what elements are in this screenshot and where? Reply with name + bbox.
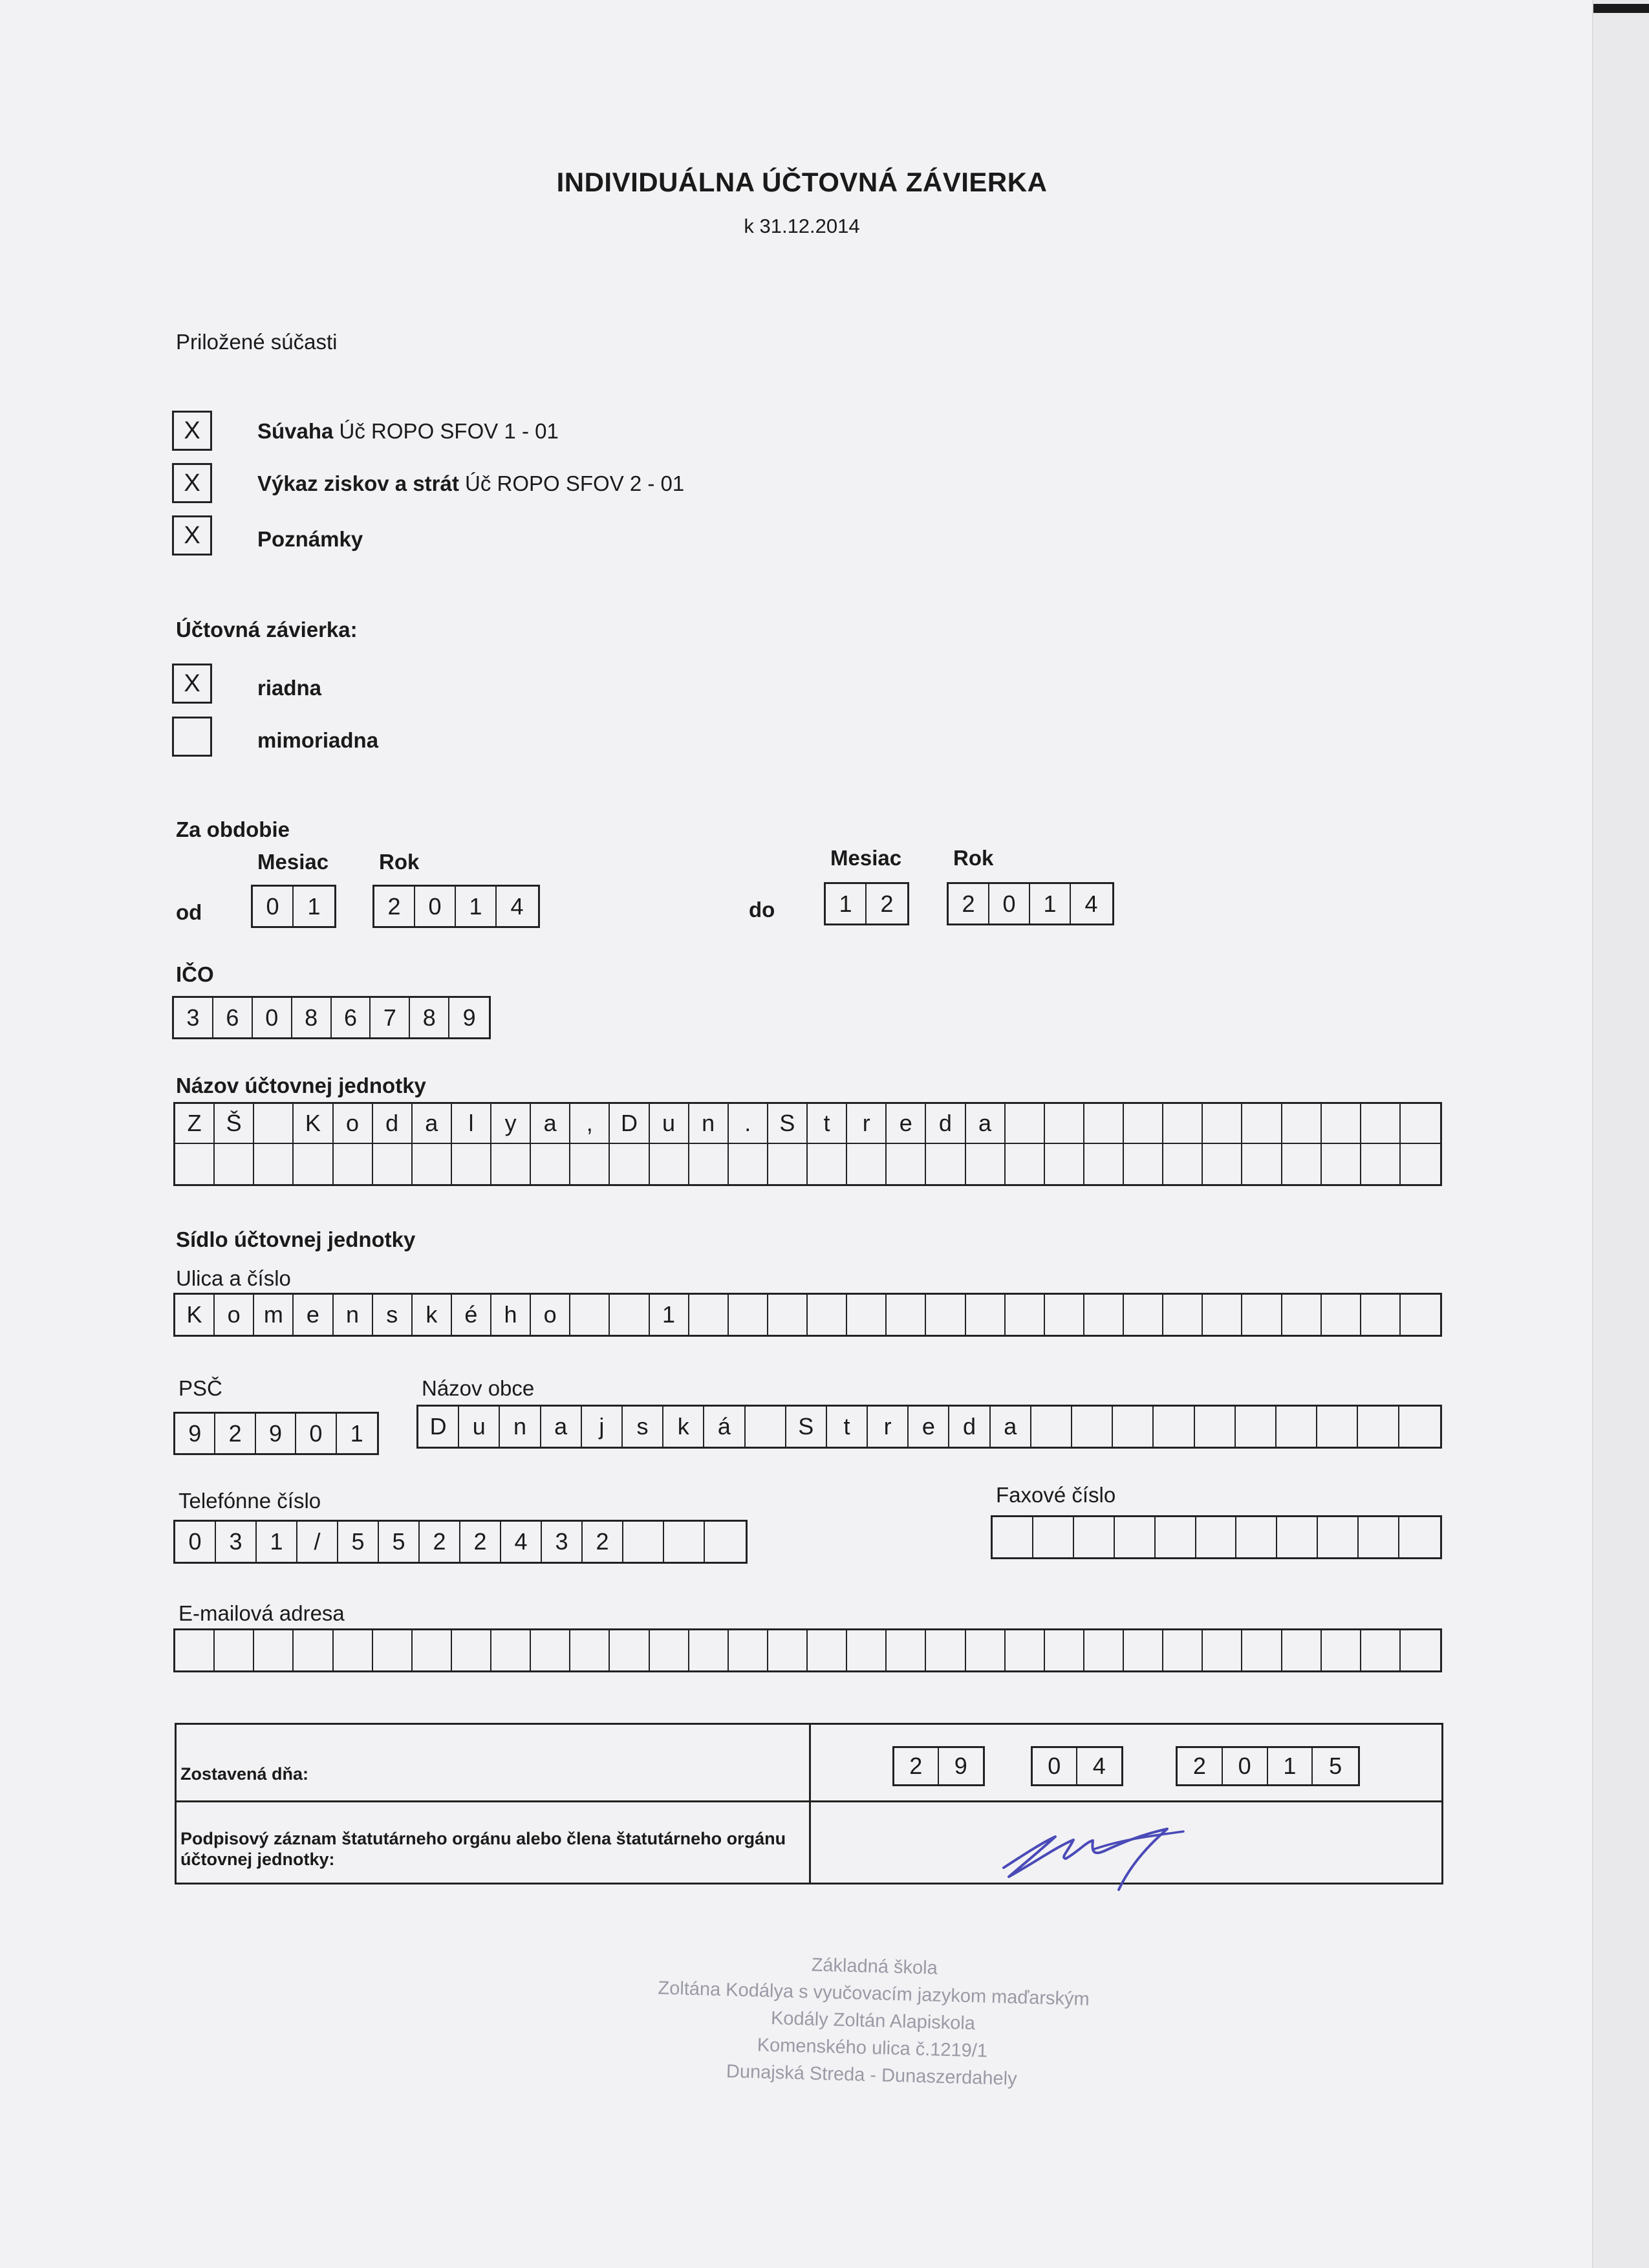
char-cell [610,1144,649,1184]
digit-cell: 5 [1329,1753,1342,1779]
char-cell [1163,1144,1203,1184]
stamp-line: Komenského ulica č.1219/1 [757,2035,988,2062]
form-date: k 31.12.2014 [744,215,860,237]
digit-cell: 0 [989,884,1030,923]
char-cell [729,1144,768,1184]
form-title: INDIVIDUÁLNA ÚČTOVNÁ ZÁVIERKA [556,167,1048,197]
char-cell [1322,1144,1361,1184]
char-cell [993,1517,1033,1557]
handwritten-signature [996,1817,1190,1895]
page-edge [1592,0,1649,2268]
char-cell [610,1295,649,1335]
char-cell [768,1144,808,1184]
char-cell: / [297,1522,338,1562]
char-cell [729,1630,768,1670]
char-cell [1124,1295,1163,1335]
city-label: Názov obce [422,1376,535,1400]
attachment-vykaz-bold: Výkaz ziskov a strát [257,471,459,495]
char-cell: 5 [338,1522,379,1562]
compiled-day-field[interactable] [892,1746,985,1786]
char-cell [808,1295,847,1335]
char-cell: K [294,1104,333,1143]
char-cell [650,1144,689,1184]
char-cell [664,1522,705,1562]
char-cell [1401,1144,1440,1184]
street-label: Ulica a číslo [176,1266,291,1290]
char-cell [334,1630,373,1670]
label-riadna: riadna [257,676,322,700]
digit-cell: 0 [296,1414,336,1453]
digit-cell: 0 [1033,1748,1077,1784]
to-label: do [749,898,775,922]
unit-name-row-2 [175,1144,1440,1184]
char-cell: o [215,1295,254,1335]
char-cell [1242,1104,1282,1143]
char-cell [1318,1517,1359,1557]
closing-type-heading: Účtovná závierka: [176,618,358,642]
char-cell [1195,1407,1236,1447]
char-cell [926,1144,965,1184]
digit-cell: 0 [253,887,294,926]
compiled-month-field[interactable] [1031,1746,1123,1786]
to-month-field[interactable] [824,882,909,925]
char-cell [746,1407,786,1447]
char-cell: e [294,1295,333,1335]
char-cell [1045,1295,1084,1335]
char-cell: 4 [501,1522,542,1562]
char-cell: d [949,1407,990,1447]
from-label: od [176,900,202,924]
char-cell [1113,1407,1154,1447]
char-cell: m [254,1295,294,1335]
char-cell: e [887,1104,926,1143]
fax-label: Faxové číslo [996,1483,1116,1507]
char-cell: Š [215,1104,254,1143]
stamp-line: Dunajská Streda - Dunaszerdahely [726,2061,1018,2090]
from-month-label: Mesiac [257,850,329,874]
char-cell [650,1630,689,1670]
char-cell [1045,1630,1084,1670]
char-cell [570,1630,610,1670]
digit-cell: 4 [510,892,524,920]
char-cell [887,1295,926,1335]
char-cell [1277,1407,1317,1447]
unit-name-label: Názov účtovnej jednotky [176,1074,426,1097]
char-cell [1401,1104,1440,1143]
digit-cell: 4 [1092,1753,1106,1779]
char-cell [570,1144,610,1184]
char-cell [491,1630,531,1670]
stamp-line: Základná škola [811,1954,938,1979]
char-cell: a [991,1407,1031,1447]
char-cell [610,1630,649,1670]
char-cell: k [663,1407,704,1447]
char-cell: 2 [583,1522,623,1562]
char-cell: é [452,1295,491,1335]
char-cell [1006,1104,1045,1143]
char-cell [254,1104,294,1143]
char-cell: K [175,1295,215,1335]
attachments-heading: Priložené súčasti [176,330,338,354]
char-cell [1203,1295,1242,1335]
char-cell [1033,1517,1074,1557]
attachment-suvaha-rest: Úč ROPO SFOV 1 - 01 [333,419,559,443]
digit-cell: 2 [880,890,894,917]
ico-field[interactable] [172,996,491,1039]
char-cell [570,1295,610,1335]
char-cell [1282,1104,1322,1143]
attachment-poznamky-bold: Poznámky [257,527,363,551]
char-cell [1084,1104,1124,1143]
char-cell [175,1630,215,1670]
char-cell [1203,1630,1242,1670]
digit-cell: 2 [894,1748,939,1784]
char-cell [254,1630,294,1670]
email-label: E-mailová adresa [178,1601,345,1625]
stamp-line: Kodály Zoltán Alapiskola [770,2007,976,2035]
digit-cell: 1 [307,892,321,920]
attachment-vykaz-rest: Úč ROPO SFOV 2 - 01 [458,471,685,495]
char-cell: e [909,1407,949,1447]
char-cell [1401,1630,1440,1670]
char-cell [413,1144,452,1184]
char-cell [1072,1407,1113,1447]
char-cell [1242,1630,1282,1670]
char-cell: á [704,1407,745,1447]
phone-field[interactable] [173,1520,748,1564]
char-cell [1399,1517,1440,1557]
char-cell [294,1630,333,1670]
char-cell: s [623,1407,663,1447]
char-cell [1322,1104,1361,1143]
char-cell [1399,1407,1440,1447]
char-cell [1006,1144,1045,1184]
char-cell [887,1144,926,1184]
digit-cell: 1 [1268,1748,1313,1784]
fax-row [993,1517,1440,1557]
char-cell: 2 [420,1522,460,1562]
char-cell [729,1295,768,1335]
char-cell: Z [175,1104,215,1143]
char-cell [1361,1295,1401,1335]
checkbox-suvaha[interactable]: X [172,411,212,451]
char-cell [1045,1104,1084,1143]
char-cell [1115,1517,1156,1557]
char-cell [926,1630,965,1670]
char-cell: u [459,1407,500,1447]
ico-label: IČO [176,962,214,986]
char-cell: 1 [650,1295,689,1335]
char-cell: t [827,1407,868,1447]
page-edge-mark [1593,4,1649,13]
psc-field[interactable] [173,1412,379,1455]
digit-cell: 2 [215,1414,255,1453]
char-cell [1156,1517,1196,1557]
digit-cell: 0 [1223,1748,1268,1784]
char-cell [1045,1144,1084,1184]
char-cell: 1 [257,1522,297,1562]
char-cell [1124,1144,1163,1184]
digit-cell: 0 [253,998,292,1037]
digit-cell: 6 [332,998,371,1037]
email-field[interactable] [173,1628,1442,1672]
from-year-field[interactable] [372,885,540,928]
char-cell [1084,1295,1124,1335]
char-cell [1074,1517,1115,1557]
char-cell [689,1144,729,1184]
from-year-label: Rok [379,850,420,874]
char-cell: d [926,1104,965,1143]
char-cell: 3 [216,1522,257,1562]
char-cell: a [541,1407,582,1447]
street-field[interactable] [173,1293,1442,1337]
address-heading: Sídlo účtovnej jednotky [176,1227,416,1251]
char-cell [847,1630,887,1670]
digit-cell: 1 [826,884,867,923]
char-cell [926,1295,965,1335]
digit-cell: 2 [949,884,989,923]
char-cell [1084,1630,1124,1670]
char-cell: 0 [175,1522,216,1562]
checkbox-riadna[interactable]: X [172,664,212,704]
char-cell [966,1630,1006,1670]
compiled-label: Zostavená dňa: [180,1764,309,1784]
digit-cell: 4 [1084,890,1098,917]
char-cell [1277,1517,1318,1557]
phone-row [175,1522,746,1562]
char-cell [1031,1407,1072,1447]
char-cell: 5 [379,1522,420,1562]
digit-cell: 9 [256,1414,296,1453]
char-cell [1361,1144,1401,1184]
char-cell [1196,1517,1237,1557]
city-row [418,1407,1440,1447]
checkbox-mimoriadna[interactable] [172,717,212,757]
char-cell [215,1144,254,1184]
char-cell [1359,1517,1399,1557]
char-cell [689,1630,729,1670]
char-cell: 3 [542,1522,583,1562]
char-cell: d [373,1104,413,1143]
email-row [175,1630,1440,1670]
char-cell: r [847,1104,887,1143]
char-cell: n [500,1407,541,1447]
char-cell [491,1144,531,1184]
to-month-label: Mesiac [830,846,902,870]
char-cell [1236,1517,1277,1557]
char-cell [254,1144,294,1184]
char-cell [1401,1295,1440,1335]
digit-cell: 2 [1178,1748,1223,1784]
char-cell [966,1144,1006,1184]
char-cell [373,1144,413,1184]
digit-cell: 0 [415,887,456,926]
char-cell [1163,1630,1203,1670]
char-cell [1361,1630,1401,1670]
char-cell [768,1295,808,1335]
city-field[interactable] [416,1405,1442,1449]
char-cell [175,1144,215,1184]
char-cell: a [413,1104,452,1143]
digit-cell: 3 [174,998,213,1037]
char-cell [531,1630,570,1670]
compiled-year-field[interactable] [1176,1746,1360,1786]
from-month-field[interactable] [251,885,336,928]
char-cell [452,1144,491,1184]
char-cell [1236,1407,1277,1447]
digit-cell: 1 [456,887,497,926]
char-cell [847,1144,887,1184]
char-cell [1358,1407,1399,1447]
char-cell: h [491,1295,531,1335]
char-cell [808,1144,847,1184]
to-year-field[interactable] [947,882,1114,925]
char-cell [847,1295,887,1335]
char-cell: s [373,1295,413,1335]
char-cell: u [650,1104,689,1143]
stamp-line: Zoltána Kodálya s vyučovacím jazykom maďarským [658,1978,1090,2010]
char-cell: o [531,1295,570,1335]
char-cell [1282,1630,1322,1670]
char-cell [966,1295,1006,1335]
char-cell: S [786,1407,827,1447]
char-cell: r [868,1407,909,1447]
char-cell [768,1630,808,1670]
char-cell [1006,1630,1045,1670]
phone-label: Telefónne číslo [178,1489,321,1513]
char-cell: n [689,1104,729,1143]
char-cell [1124,1630,1163,1670]
char-cell [1203,1144,1242,1184]
unit-name-field[interactable] [173,1102,1442,1186]
checkbox-vykaz[interactable]: X [172,463,212,503]
char-cell [334,1144,373,1184]
char-cell: D [610,1104,649,1143]
digit-cell: 9 [175,1414,215,1453]
char-cell: , [570,1104,610,1143]
char-cell [452,1630,491,1670]
char-cell [373,1630,413,1670]
char-cell [623,1522,664,1562]
char-cell [887,1630,926,1670]
char-cell [1242,1144,1282,1184]
char-cell [689,1295,729,1335]
char-cell: t [808,1104,847,1143]
char-cell: 2 [460,1522,501,1562]
char-cell [1203,1104,1242,1143]
char-cell: S [768,1104,808,1143]
digit-cell: 9 [954,1753,967,1779]
attachment-suvaha [257,419,559,444]
char-cell [808,1630,847,1670]
char-cell [1242,1295,1282,1335]
digit-cell: 7 [371,998,410,1037]
char-cell: a [966,1104,1006,1143]
unit-name-row-1 [175,1104,1440,1144]
period-heading: Za obdobie [176,817,290,841]
signature-label: Podpisový záznam štatutárneho orgánu alebo člena štatutárneho orgánu účtovnej jednotky: [180,1829,786,1869]
to-year-label: Rok [953,846,994,870]
char-cell: o [334,1104,373,1143]
char-cell [1322,1295,1361,1335]
char-cell [705,1522,746,1562]
attachment-vykaz [257,471,684,496]
fax-field[interactable] [991,1515,1442,1559]
street-row [175,1295,1440,1335]
char-cell [413,1630,452,1670]
char-cell [1084,1144,1124,1184]
digit-cell: 8 [410,998,449,1037]
char-cell [294,1144,333,1184]
char-cell [1154,1407,1194,1447]
char-cell [1124,1104,1163,1143]
school-stamp [580,1945,1165,2096]
digit-cell: 6 [213,998,253,1037]
char-cell [1361,1104,1401,1143]
char-cell: l [452,1104,491,1143]
char-cell [215,1630,254,1670]
label-mimoriadna: mimoriadna [257,728,379,752]
char-cell [1317,1407,1358,1447]
char-cell [1322,1630,1361,1670]
char-cell [531,1144,570,1184]
attachment-suvaha-bold: Súvaha [257,419,334,443]
char-cell [1282,1295,1322,1335]
char-cell: D [418,1407,459,1447]
char-cell [1006,1295,1045,1335]
char-cell: a [531,1104,570,1143]
char-cell: j [582,1407,623,1447]
psc-label: PSČ [178,1376,222,1400]
char-cell: . [729,1104,768,1143]
char-cell [1163,1104,1203,1143]
digit-cell: 1 [350,1420,363,1447]
checkbox-poznamky[interactable]: X [172,515,212,556]
digit-cell: 8 [292,998,332,1037]
digit-cell: 1 [1030,884,1071,923]
char-cell: n [334,1295,373,1335]
char-cell [1163,1295,1203,1335]
digit-cell: 9 [462,1004,476,1031]
digit-cell: 2 [374,887,415,926]
char-cell: y [491,1104,531,1143]
char-cell: k [413,1295,452,1335]
attachment-poznamky [257,527,363,552]
char-cell [1282,1144,1322,1184]
table-divider [809,1725,811,1883]
